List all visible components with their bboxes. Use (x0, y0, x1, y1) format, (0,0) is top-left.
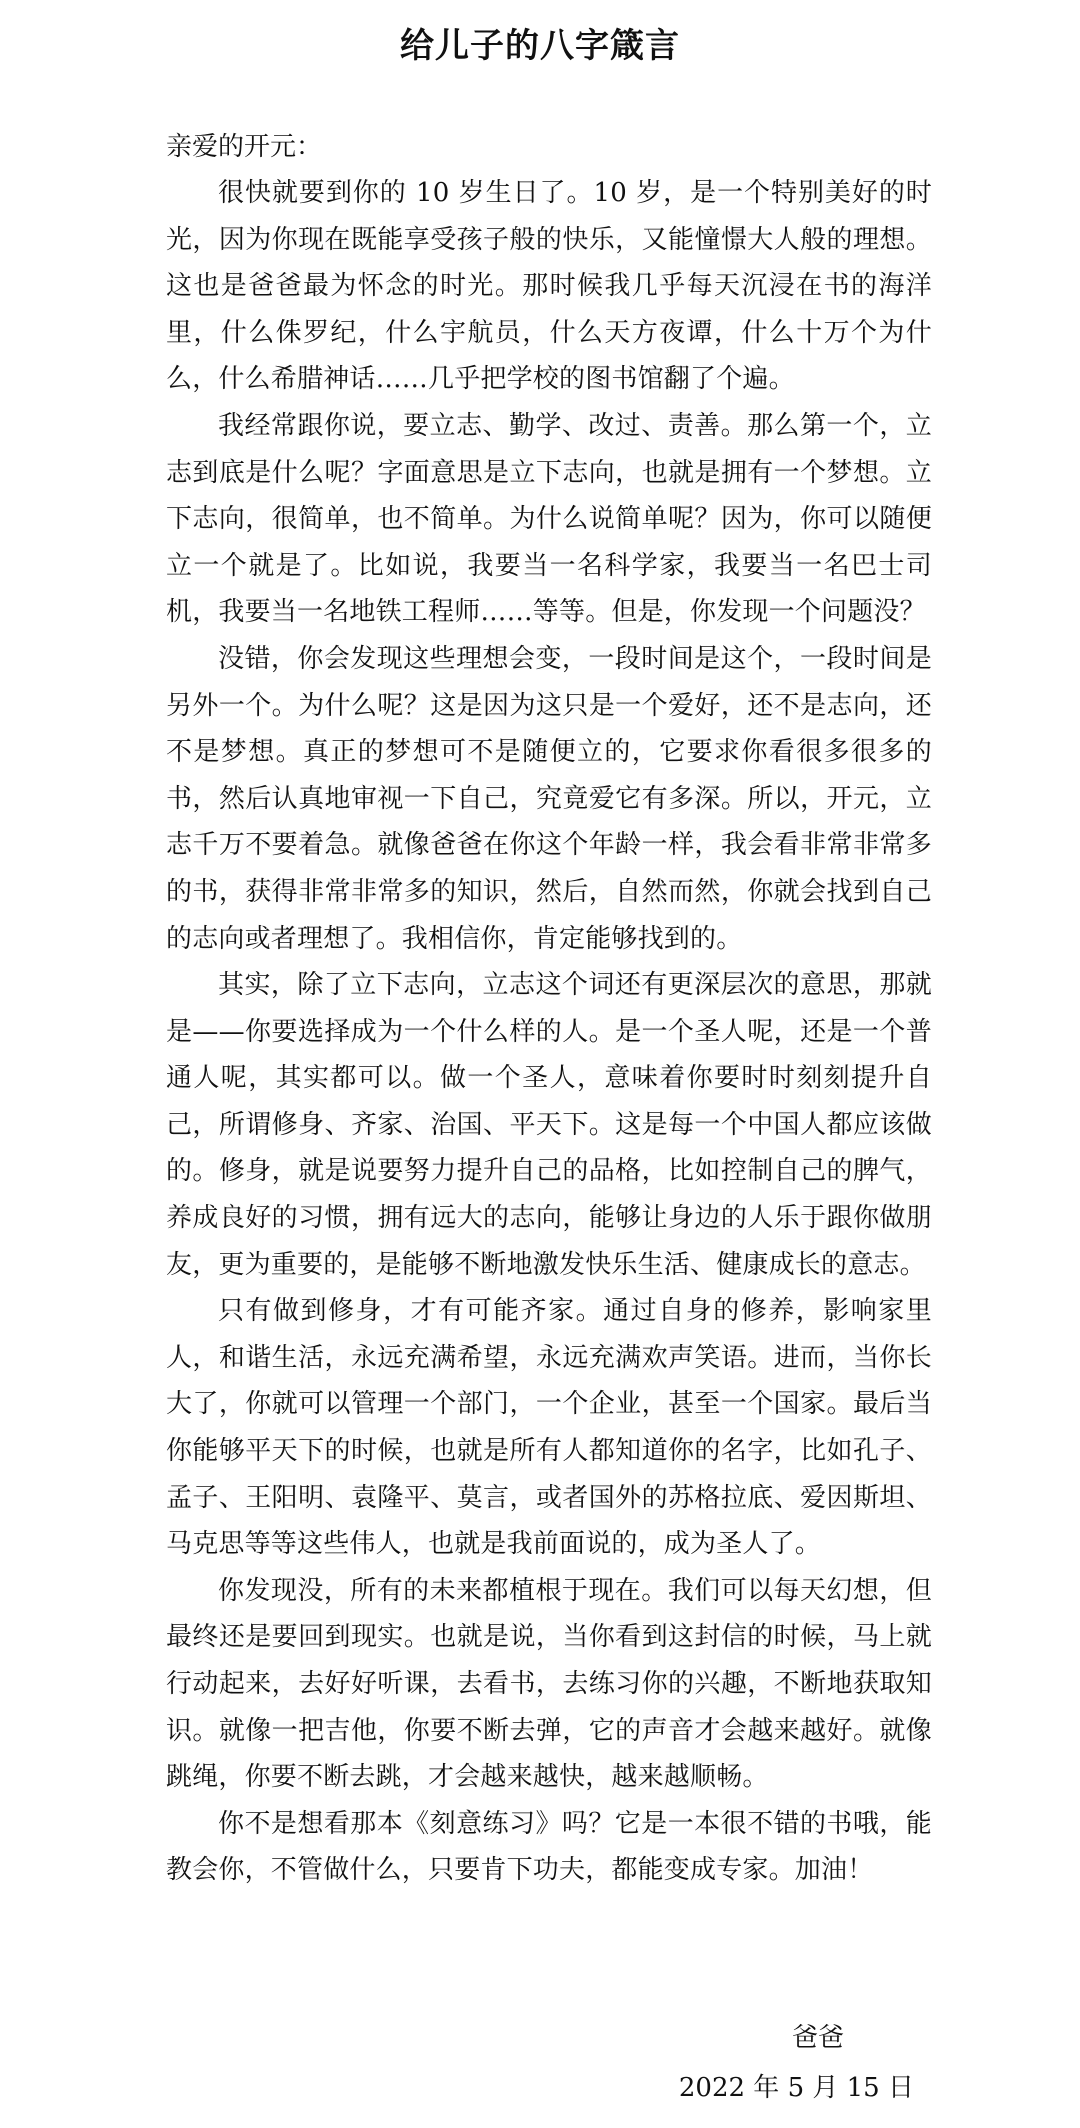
salutation: 亲爱的开元： (166, 132, 323, 162)
paragraph-7: 你不是想看那本《刻意练习》吗？它是一本很不错的书哦，能教会你，不管做什么，只要肯下功夫，都能变成专家。加油！ (166, 1808, 932, 1886)
paragraph-4: 其实，除了立下志向，立志这个词还有更深层次的意思，那就是——你要选择成为一个什么样的人。是一个圣人呢，还是一个普通人呢，其实都可以。做一个圣人，意味着你要时时刻刻提升自己，所谓修身、齐家、治国、平天下。这是每一个中国人都应该做的。修身，就是说要努力提升自己的品格，比如控制自己的脾气，养成良好的习惯，拥有远大的志向，能够让身边的人乐于跟你做朋友，更为重要的，是能够不断地激发快乐生活、健康成长的意志。 (166, 970, 932, 1280)
paragraph-5: 只有做到修身，才有可能齐家。通过自身的修养，影响家里人，和谐生活，永远充满希望，永远充满欢声笑语。进而，当你长大了，你就可以管理一个部门，一个企业，甚至一个国家。最后当你能够平天下的时候，也就是所有人都知道你的名字，比如孔子、孟子、王阳明、袁隆平、莫言，或者国外的苏格拉底、爱因斯坦、马克思等等这些伟人，也就是我前面说的，成为圣人了。 (166, 1296, 932, 1560)
signature: 爸爸 (791, 2023, 844, 2053)
paragraph-1: 很快就要到你的 10 岁生日了。10 岁，是一个特别美好的时光，因为你现在既能享受孩子般的快乐，又能憧憬大人般的理想。这也是爸爸最为怀念的时光。那时候我几乎每天沉浸在书的海洋里，什么侏罗纪，什么宇航员，什么天方夜谭，什么十万个为什么，什么希腊神话……几乎把学校的图书馆翻了个遍。 (166, 178, 932, 395)
paragraph-2: 我经常跟你说，要立志、勤学、改过、责善。那么第一个，立志到底是什么呢？字面意思是立下志向，也就是拥有一个梦想。立下志向，很简单，也不简单。为什么说简单呢？因为，你可以随便立一个就是了。比如说，我要当一名科学家，我要当一名巴士司机，我要当一名地铁工程师……等等。但是，你发现一个问题没？ (166, 410, 932, 628)
paragraph-6: 你发现没，所有的未来都植根于现在。我们可以每天幻想，但最终还是要回到现实。也就是说，当你看到这封信的时候，马上就行动起来，去好好听课，去看书，去练习你的兴趣，不断地获取知识。就像一把吉他，你要不断去弹，它的声音才会越来越好。就像跳绳，你要不断去跳，才会越来越快，越来越顺畅。 (166, 1575, 932, 1793)
letter-title: 给儿子的八字箴言 (400, 26, 680, 66)
letter-date: 2022 年 5 月 15 日 (678, 2073, 914, 2103)
letter-body (166, 170, 932, 1894)
paragraph-3: 没错，你会发现这些理想会变，一段时间是这个，一段时间是另外一个。为什么呢？这是因为这只是一个爱好，还不是志向，还不是梦想。真正的梦想可不是随便立的，它要求你看很多很多的书，然后认真地审视一下自己，究竟爱它有多深。所以，开元，立志千万不要着急。就像爸爸在你这个年龄一样，我会看非常非常多的书，获得非常非常多的知识，然后，自然而然，你就会找到自己的志向或者理想了。我相信你，肯定能够找到的。 (166, 643, 932, 954)
